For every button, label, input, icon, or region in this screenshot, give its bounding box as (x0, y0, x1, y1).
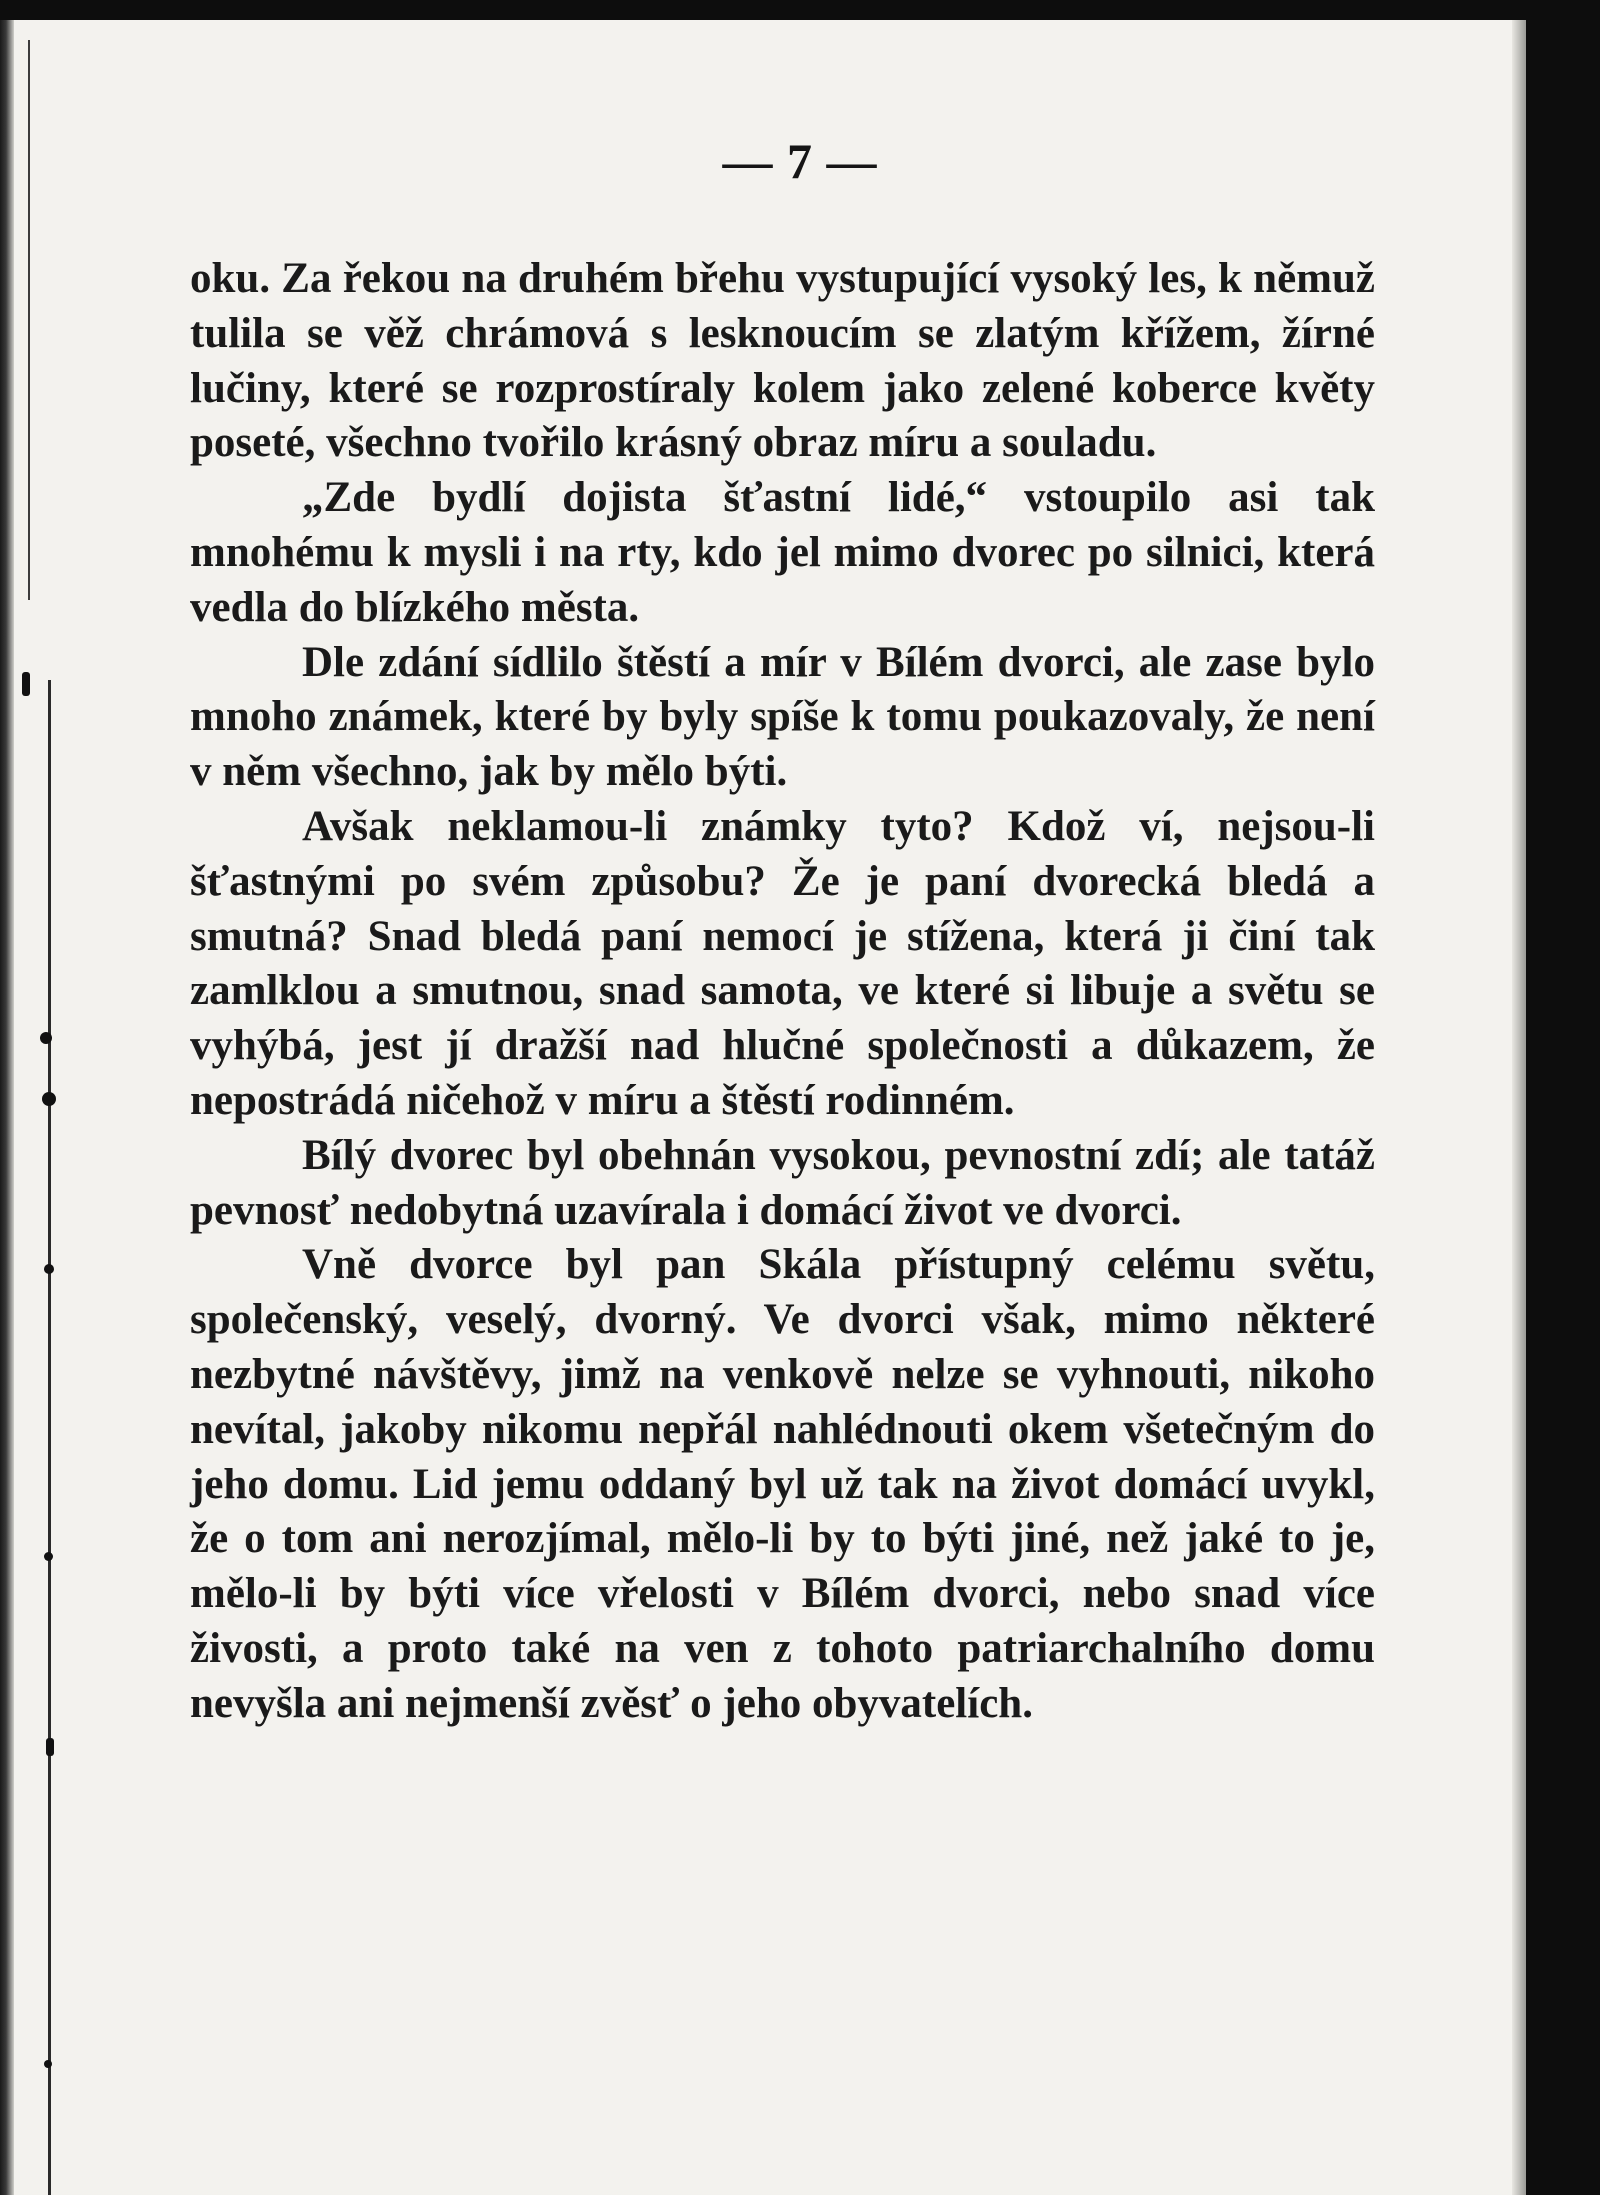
binding-mark (44, 1264, 54, 1274)
binding-mark (40, 1032, 52, 1044)
binding-mark (42, 1092, 56, 1106)
page-number: — 7 — (722, 133, 878, 189)
binding-mark (44, 2060, 52, 2068)
body-text (190, 252, 1375, 1732)
paragraph: oku. Za řekou na druhém břehu vystupující vysoký les, k němuž tulila se věž chrámová s lesknoucím se zlatým křížem, žírné lučiny, které se rozprostíraly kolem jako zelené koberce květy poseté, všechno tvořilo krásný obraz míru a souladu. (190, 255, 1375, 467)
binding-mark (46, 1738, 54, 1756)
paragraph: Avšak neklamou-li známky tyto? Kdož ví, nejsou-li šťastnými po svém způsobu? Že je paní dvorecká bledá a smutná? Snad bledá paní nemocí je stížena, která ji činí tak zamlklou a smutnou, snad samota, ve které si libuje a světu se vyhýbá, jest jí dražší nad hlučné společnosti a důkazem, že nepostrádá ničehož v míru a štěstí rodinném. (190, 802, 1375, 1124)
binding-mark (22, 672, 30, 696)
paragraph: „Zde bydlí dojista šťastní lidé,“ vstoupilo asi tak mnohému k mysli i na rty, kdo jel mimo dvorec po silnici, která vedla do blízkého města. (190, 474, 1375, 631)
binding-line-lower (48, 680, 51, 2195)
paragraph: Bílý dvorec byl obehnán vysokou, pevnostní zdí; ale tatáž pevnosť nedobytná uzavírala i domácí život ve dvorci. (190, 1131, 1375, 1234)
binding-mark (44, 1552, 53, 1561)
binding-edge (0, 20, 14, 2195)
paragraph: Dle zdání sídlilo štěstí a mír v Bílém dvorci, ale zase bylo mnoho známek, které by byly spíše k tomu poukazovaly, že není v něm všechno, jak by mělo býti. (190, 638, 1375, 796)
binding-line-upper (28, 40, 30, 600)
right-edge-shadow (1512, 20, 1526, 2195)
paragraph: Vně dvorce byl pan Skála přístupný celému světu, společenský, veselý, dvorný. Ve dvorci však, mimo některé nezbytné návštěvy, jimž na venkově nelze se vyhnouti, nikoho nevítal, jakoby nikomu nepřál nahlédnouti okem všetečným do jeho domu. Lid jemu oddaný byl už tak na život domácí uvykl, že o tom ani nerozjímal, mělo-li by to býti jiné, než jaké to je, mělo-li by býti více vřelosti v Bílém dvorci, nebo snad více živosti, a proto také na ven z tohoto patriarchalního domu nevyšla ani nejmenší zvěsť o jeho obyvatelích. (190, 1241, 1375, 1727)
